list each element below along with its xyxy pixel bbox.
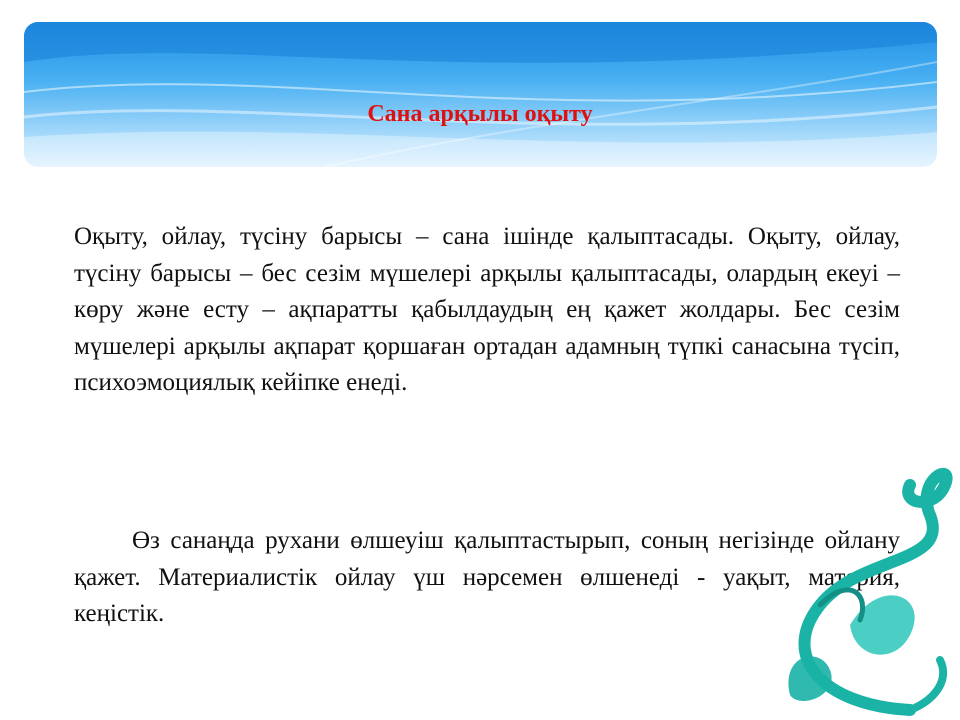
slide-title: Сана арқылы оқыту [367,101,593,127]
banner-waves [24,22,937,167]
paragraph-1: Оқыту, ойлау, түсіну барысы – сана ішінде қалыптасады. Оқыту, ойлау, түсіну барысы – бес сезім мүшелері арқылы қалыптасады, олардың екеуі – көру және есту – ақпаратты қабылдаудың ең қажет жолдары. Бес сезім мүшелері арқылы ақпарат қоршаған ортадан адамның түпкі санасына түсіп, психоэмоциялық кейіпке енеді. [74,223,900,396]
treble-clef-swirl-icon [760,455,960,720]
paragraph-2: Өз санаңда рухани өлшеуіш қалыптастырып, соның негізінде ойлану қажет. Материалистік ойлау үш нәрсемен өлшенеді - уақыт, материя, кеңістік. [74,527,900,627]
header-banner [24,22,937,167]
